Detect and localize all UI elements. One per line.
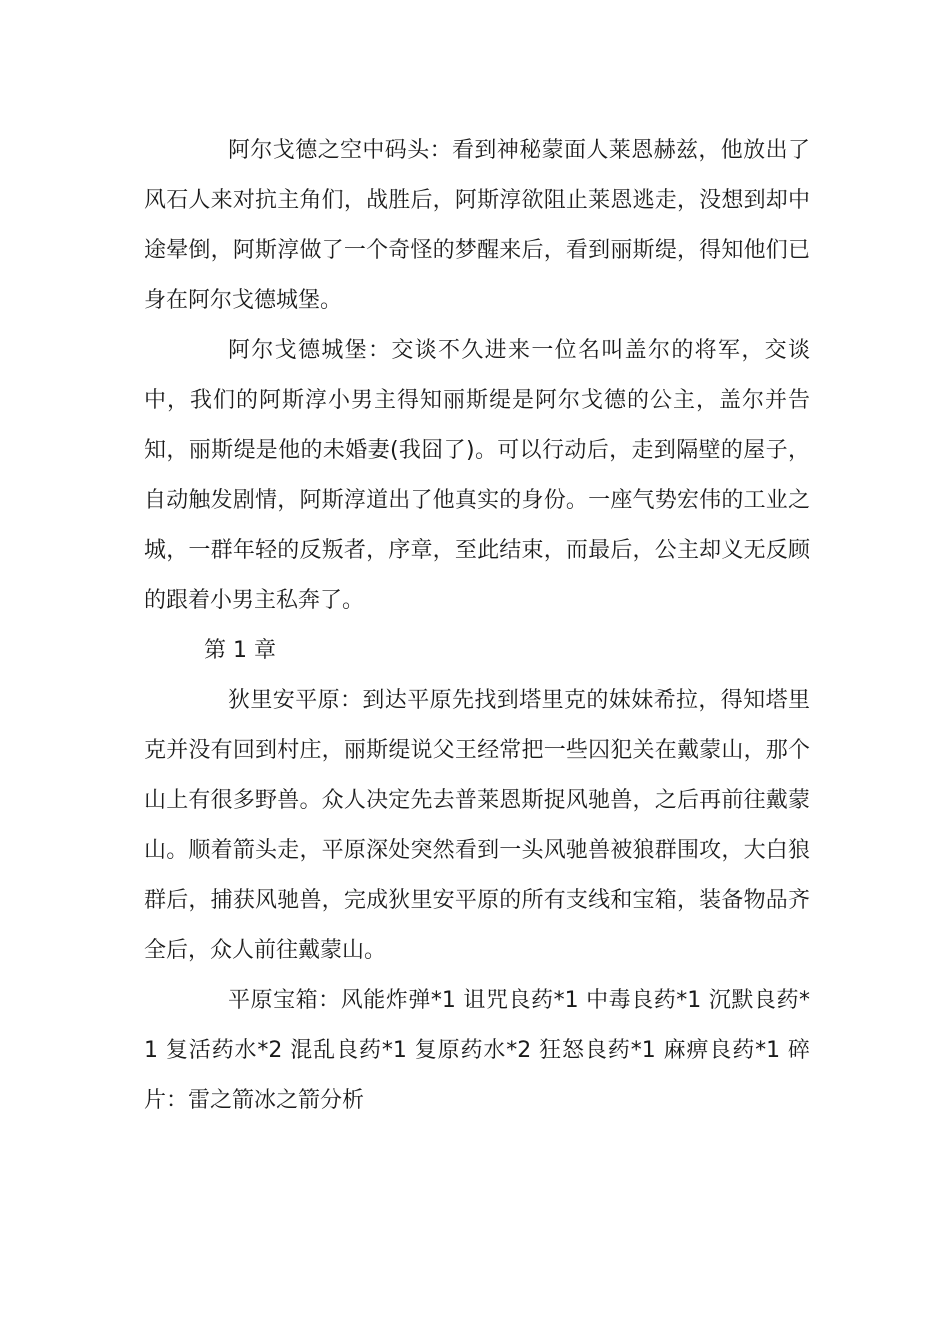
paragraph-plains: 狄里安平原：到达平原先找到塔里克的妹妹希拉，得知塔里克并没有回到村庄，丽斯缇说父王经常把一些囚犯关在戴蒙山，那个山上有很多野兽。众人决定先去普莱恩斯捉风驰兽，之后再前往戴蒙山。顺着箭头走，平原深处突然看到一头风驰兽被狼群围攻，大白狼群后，捕获风驰兽，完成狄里安平原的所有支线和宝箱，装备物品齐全后，众人前往戴蒙山。 xyxy=(144,688,810,963)
paragraph-sky-dock: 阿尔戈德之空中码头：看到神秘蒙面人莱恩赫兹，他放出了风石人来对抗主角们，战胜后，阿斯淳欲阻止莱恩逃走，没想到却中途晕倒，阿斯淳做了一个奇怪的梦醒来后，看到丽斯缇，得知他们已身在阿尔戈德城堡。 xyxy=(144,138,810,313)
document-body xyxy=(144,126,810,1126)
chapter-heading: 第 1 章 xyxy=(204,638,276,663)
paragraph-castle: 阿尔戈德城堡：交谈不久进来一位名叫盖尔的将军，交谈中，我们的阿斯淳小男主得知丽斯缇是阿尔戈德的公主，盖尔并告知，丽斯缇是他的未婚妻(我囧了)。可以行动后，走到隔壁的屋子，自动触发剧情，阿斯淳道出了他真实的身份。一座气势宏伟的工业之城，一群年轻的反叛者，序章，至此结束，而最后，公主却义无反顾的跟着小男主私奔了。 xyxy=(144,338,810,613)
paragraph-plains-chests: 平原宝箱：风能炸弹*1 诅咒良药*1 中毒良药*1 沉默良药*1 复活药水*2 混乱良药*1 复原药水*2 狂怒良药*1 麻痹良药*1 碎片：雷之箭冰之箭分析 xyxy=(144,988,810,1113)
